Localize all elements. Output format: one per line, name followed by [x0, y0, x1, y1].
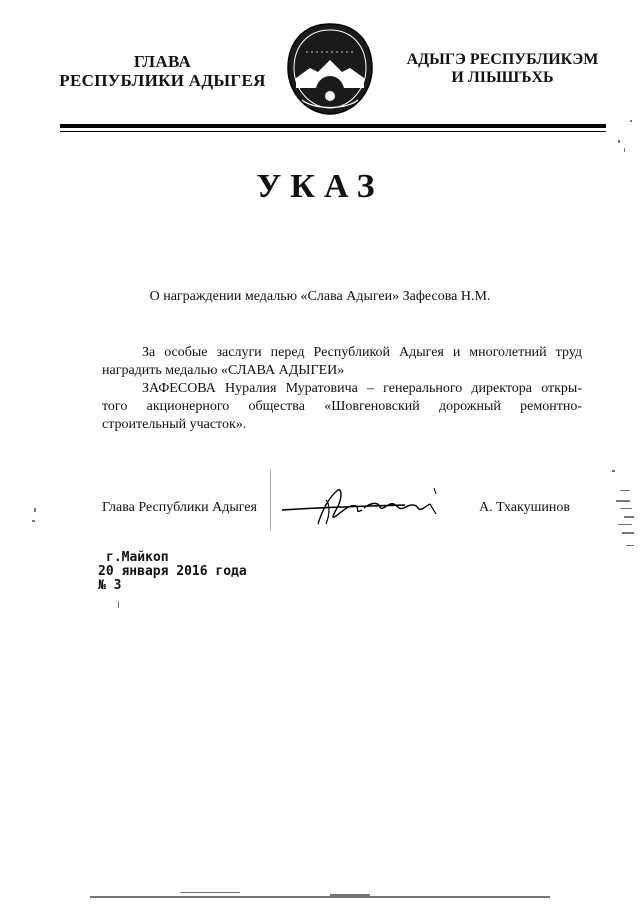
footer-city: г.Майкоп: [106, 550, 169, 565]
decree-title: УКАЗ: [256, 168, 384, 205]
header-left-line1: ГЛАВА: [133, 52, 192, 71]
body-line-2: наградить медалью «СЛАВА АДЫГЕИ»: [102, 363, 345, 378]
body-line-5: строительный участок».: [102, 417, 247, 432]
header-left-line2: РЕСПУБЛИКИ АДЫГЕЯ: [59, 71, 266, 90]
header-right-line1: АДЫГЭ РЕСПУБЛИКЭМ: [406, 51, 599, 68]
decree-subject: О награждении медалью «Слава Адыгеи» Зафесова Н.М.: [149, 289, 491, 304]
body-line-1: За особые заслуги перед Республикой Адыгея и многолетний труд: [142, 345, 582, 360]
body-line-4: того акционерного общества «Шовгеновский дорожный ремонтно-: [102, 399, 582, 414]
header-right-line2: И ЛІЫШЪХЬ: [451, 69, 554, 86]
signatory-role: Глава Республики Адыгея: [102, 500, 257, 515]
signatory-name: А. Тхакушинов: [479, 500, 570, 515]
footer-date: 20 января 2016 года: [98, 564, 247, 579]
body-line-3: ЗАФЕСОВА Нуралия Муратовича – генерального директора откры-: [142, 381, 582, 396]
footer-number: № 3: [98, 578, 122, 593]
